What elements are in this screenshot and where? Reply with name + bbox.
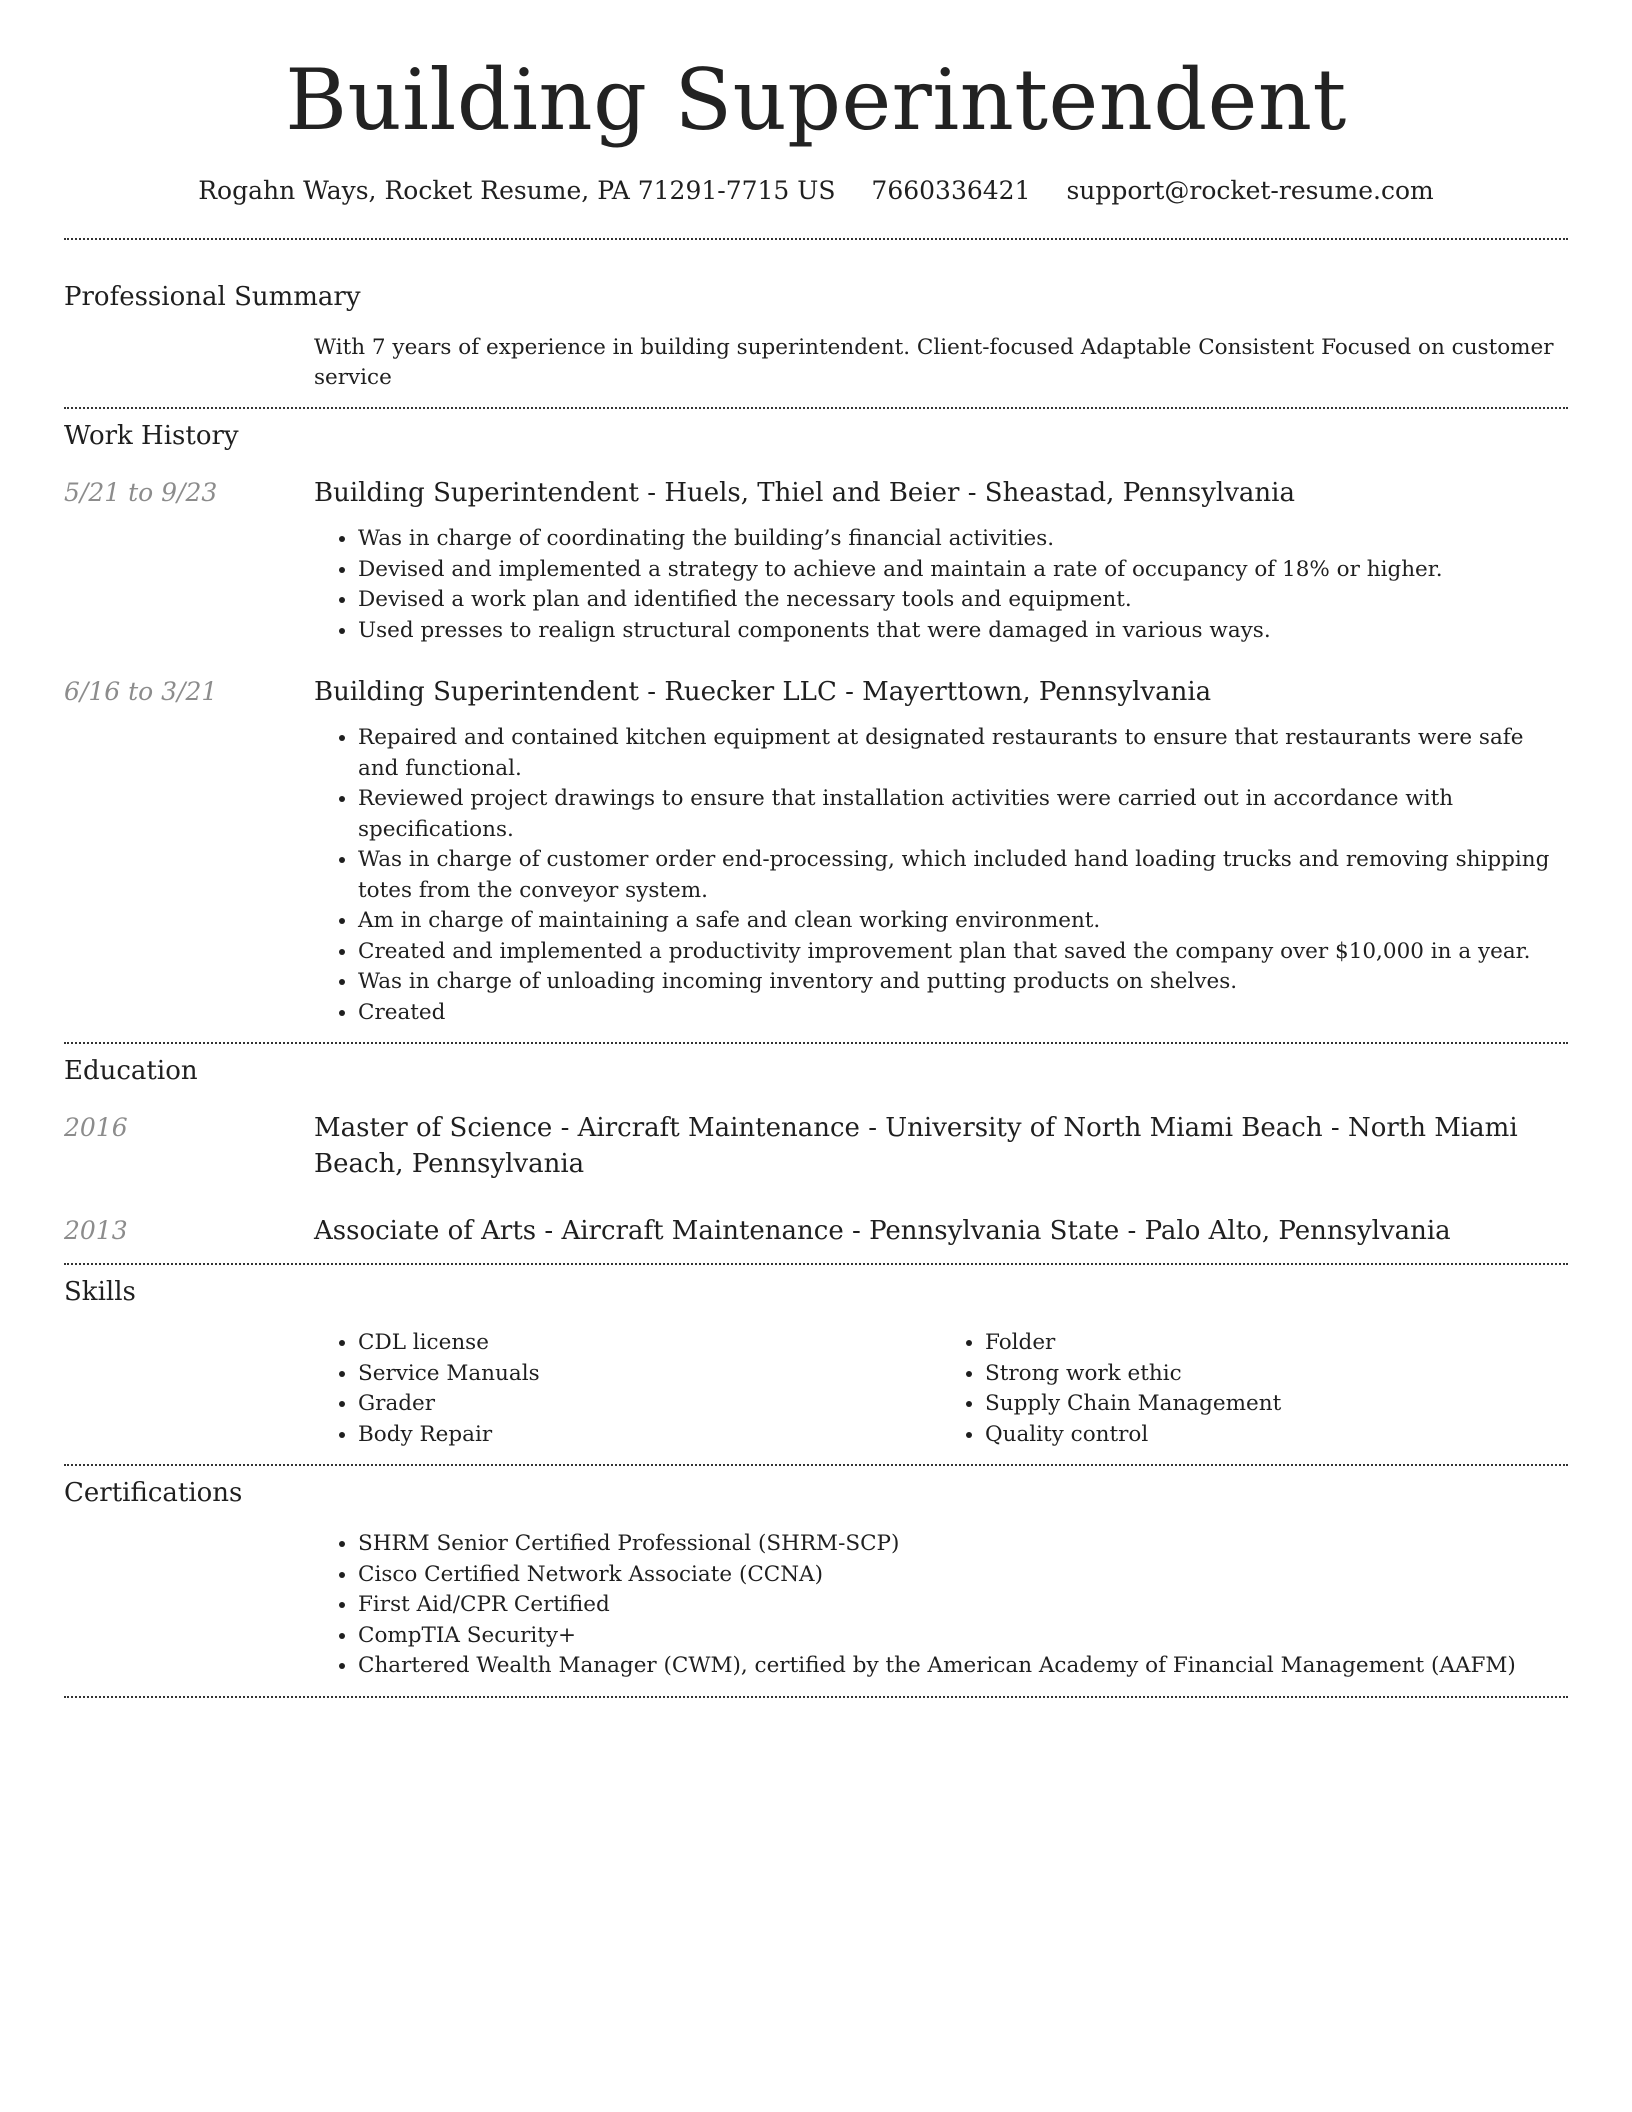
contact-phone: 7660336421 xyxy=(871,176,1031,205)
contact-email: support@rocket-resume.com xyxy=(1066,176,1434,205)
job-bullet: • Am in charge of maintaining a safe and clean working environment. xyxy=(358,906,1568,937)
certifications-row xyxy=(64,1529,1568,1682)
certifications-list xyxy=(314,1529,1568,1682)
skills-columns xyxy=(64,1328,1568,1450)
summary-section xyxy=(64,280,1568,393)
skill-item: • Supply Chain Management xyxy=(985,1389,1568,1420)
skills-list-right xyxy=(941,1328,1568,1450)
skills-heading: Skills xyxy=(64,1277,136,1307)
divider xyxy=(64,1042,1568,1044)
skill-item: • Folder xyxy=(985,1328,1568,1359)
certification-item: • SHRM Senior Certified Professional (SHRM-SCP) xyxy=(358,1529,1568,1560)
skill-item: • CDL license xyxy=(358,1328,941,1359)
job-bullets xyxy=(314,723,1568,1028)
job-title-line: Building Superintendent - Ruecker LLC - Mayerttown, Pennsylvania xyxy=(314,677,1212,707)
certification-item: • Cisco Certified Network Associate (CCNA) xyxy=(358,1560,1568,1591)
job-title-line: Building Superintendent - Huels, Thiel and Beier - Sheastad, Pennsylvania xyxy=(314,478,1295,508)
education-section xyxy=(64,1054,1568,1249)
skill-item: • Grader xyxy=(358,1389,941,1420)
education-heading: Education xyxy=(64,1056,198,1086)
job-bullet: • Was in charge of unloading incoming inventory and putting products on shelves. xyxy=(358,967,1568,998)
education-entry xyxy=(64,1213,1568,1249)
education-year: 2013 xyxy=(64,1216,128,1245)
job-bullet: • Was in charge of customer order end-processing, which included hand loading trucks and removing shipping totes from the conveyor system. xyxy=(358,845,1568,906)
education-degree: Associate of Arts - Aircraft Maintenance xyxy=(314,1216,844,1246)
divider xyxy=(64,1263,1568,1265)
skills-list-left xyxy=(314,1328,941,1450)
education-title-line: Associate of Arts - Aircraft Maintenance - Pennsylvania State - Palo Alto, Pennsylvania xyxy=(314,1216,1451,1246)
job-location: Sheastad, Pennsylvania xyxy=(984,478,1295,508)
education-title-line: Master of Science - Aircraft Maintenance - University of North Miami Beach - North Miami Beach, Pennsylvania xyxy=(314,1113,1518,1179)
contact-address: Rogahn Ways, Rocket Resume, PA 71291-7715 US xyxy=(198,176,836,205)
contact-line xyxy=(64,174,1568,208)
summary-heading: Professional Summary xyxy=(64,282,361,312)
education-year: 2016 xyxy=(64,1113,128,1142)
summary-row xyxy=(64,333,1568,393)
certification-item: • First Aid/CPR Certified xyxy=(358,1590,1568,1621)
job-bullet: • Created and implemented a productivity improvement plan that saved the company over $10,000 in a year. xyxy=(358,937,1568,968)
skill-item: • Body Repair xyxy=(358,1420,941,1451)
skill-item: • Strong work ethic xyxy=(985,1359,1568,1390)
education-entry xyxy=(64,1110,1568,1182)
summary-text: With 7 years of experience in building superintendent. Client-focused Adaptable Consistent Focused on customer service xyxy=(314,335,1554,390)
work-section xyxy=(64,419,1568,1028)
job-bullet: • Created xyxy=(358,998,1568,1029)
job-location: Mayerttown, Pennsylvania xyxy=(862,677,1212,707)
job-dates: 5/21 to 9/23 xyxy=(64,478,218,507)
skills-section xyxy=(64,1275,1568,1450)
divider xyxy=(64,407,1568,409)
education-degree: Master of Science - Aircraft Maintenance xyxy=(314,1113,860,1143)
job-bullets xyxy=(314,524,1568,646)
certification-item: • Chartered Wealth Manager (CWM), certified by the American Academy of Financial Management (AAFM) xyxy=(358,1651,1568,1682)
resume-name: Building Superintendent xyxy=(285,51,1347,149)
education-school: University of North Miami Beach xyxy=(885,1113,1323,1143)
job-company: Huels, Thiel and Beier xyxy=(664,478,960,508)
job-bullet: • Devised and implemented a strategy to achieve and maintain a rate of occupancy of 18% or higher. xyxy=(358,555,1568,586)
certification-item: • CompTIA Security+ xyxy=(358,1621,1568,1652)
job-dates: 6/16 to 3/21 xyxy=(64,677,218,706)
skill-item: • Service Manuals xyxy=(358,1359,941,1390)
job-title: Building Superintendent xyxy=(314,677,639,707)
job-bullet: • Was in charge of coordinating the building’s financial activities. xyxy=(358,524,1568,555)
skill-item: • Quality control xyxy=(985,1420,1568,1451)
job-bullet: • Repaired and contained kitchen equipment at designated restaurants to ensure that restaurants were safe and functional. xyxy=(358,723,1568,784)
certifications-section xyxy=(64,1476,1568,1682)
education-location: Palo Alto, Pennsylvania xyxy=(1144,1216,1451,1246)
job-bullet: • Used presses to realign structural components that were damaged in various ways. xyxy=(358,616,1568,647)
education-location: North Miami Beach, Pennsylvania xyxy=(314,1113,1518,1179)
divider xyxy=(64,238,1568,240)
divider xyxy=(64,1464,1568,1466)
job-title: Building Superintendent xyxy=(314,478,639,508)
resume-page xyxy=(64,0,1568,1698)
education-school: Pennsylvania State xyxy=(869,1216,1120,1246)
job-bullet: • Reviewed project drawings to ensure that installation activities were carried out in accordance with specifications. xyxy=(358,784,1568,845)
job-bullet: • Devised a work plan and identified the necessary tools and equipment. xyxy=(358,585,1568,616)
certifications-heading: Certifications xyxy=(64,1478,243,1508)
job-entry xyxy=(64,674,1568,1028)
job-company: Ruecker LLC xyxy=(664,677,837,707)
divider xyxy=(64,1696,1568,1698)
job-entry xyxy=(64,475,1568,646)
work-heading: Work History xyxy=(64,421,239,451)
